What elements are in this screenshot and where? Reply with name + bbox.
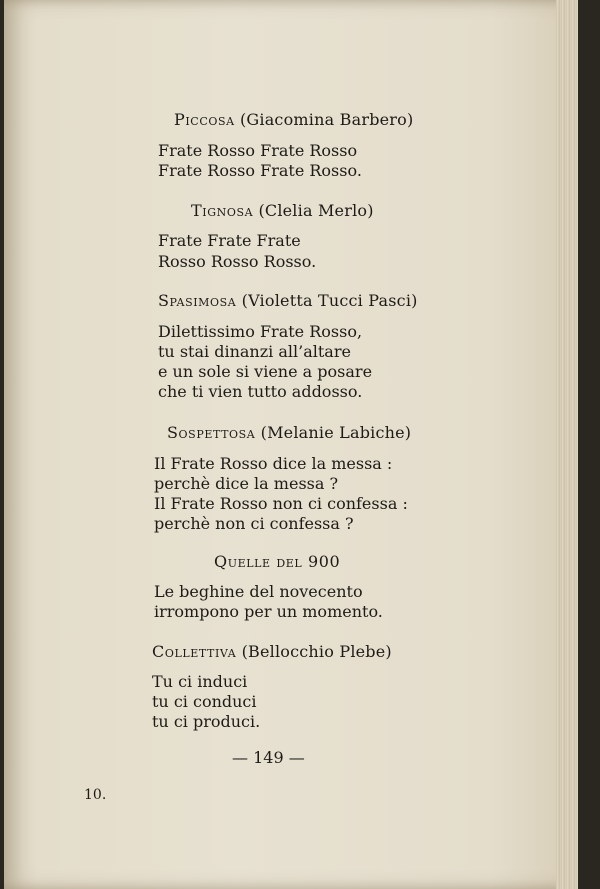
page-edge [556,0,578,889]
section-title: Piccosa [174,110,235,129]
section-title: Collettiva [152,642,237,661]
section-heading [152,642,392,661]
verse-line: perchè dice la messa ? [154,474,339,493]
signature-mark: 10. [84,787,107,803]
page-number: — 149 — [232,748,305,767]
verse-line: tu stai dinanzi all’altare [158,342,351,361]
section-author: (Bellocchio Plebe) [241,642,392,661]
verse-line: e un sole si viene a posare [158,362,373,381]
verse-line: perchè non ci confessa ? [154,514,354,533]
verse-line: Frate Frate Frate [158,231,301,250]
section-heading [174,110,413,129]
section-heading [167,423,411,442]
verse-line: Il Frate Rosso non ci confessa : [154,494,408,513]
section-title: Tignosa [191,201,254,220]
verse-line: Tu ci induci [152,672,248,691]
verse-line: Dilettissimo Frate Rosso, [158,322,363,341]
verse-line: Rosso Rosso Rosso. [158,252,317,271]
section-heading [158,291,418,310]
book-page [4,0,578,889]
section-heading [214,552,340,571]
verse-line: irrompono per un momento. [154,602,383,621]
section-title: Spasimosa [158,291,237,310]
section-title: Sospettosa [167,423,256,442]
section-author: (Giacomina Barbero) [239,110,414,129]
section-heading [191,201,374,220]
verse-line: Frate Rosso Frate Rosso. [158,161,362,180]
verse-line: che ti vien tutto addosso. [158,382,363,401]
section-author: (Violetta Tucci Pasci) [241,291,418,310]
section-author: (Clelia Merlo) [258,201,374,220]
verse-line: Le beghine del novecento [154,582,363,601]
verse-line: Frate Rosso Frate Rosso [158,141,358,160]
verse-line: tu ci conduci [152,692,257,711]
section-author: (Melanie Labiche) [260,423,412,442]
verse-line: tu ci produci. [152,712,261,731]
section-title: Quelle del 900 [214,552,341,571]
verse-line: Il Frate Rosso dice la messa : [154,454,393,473]
